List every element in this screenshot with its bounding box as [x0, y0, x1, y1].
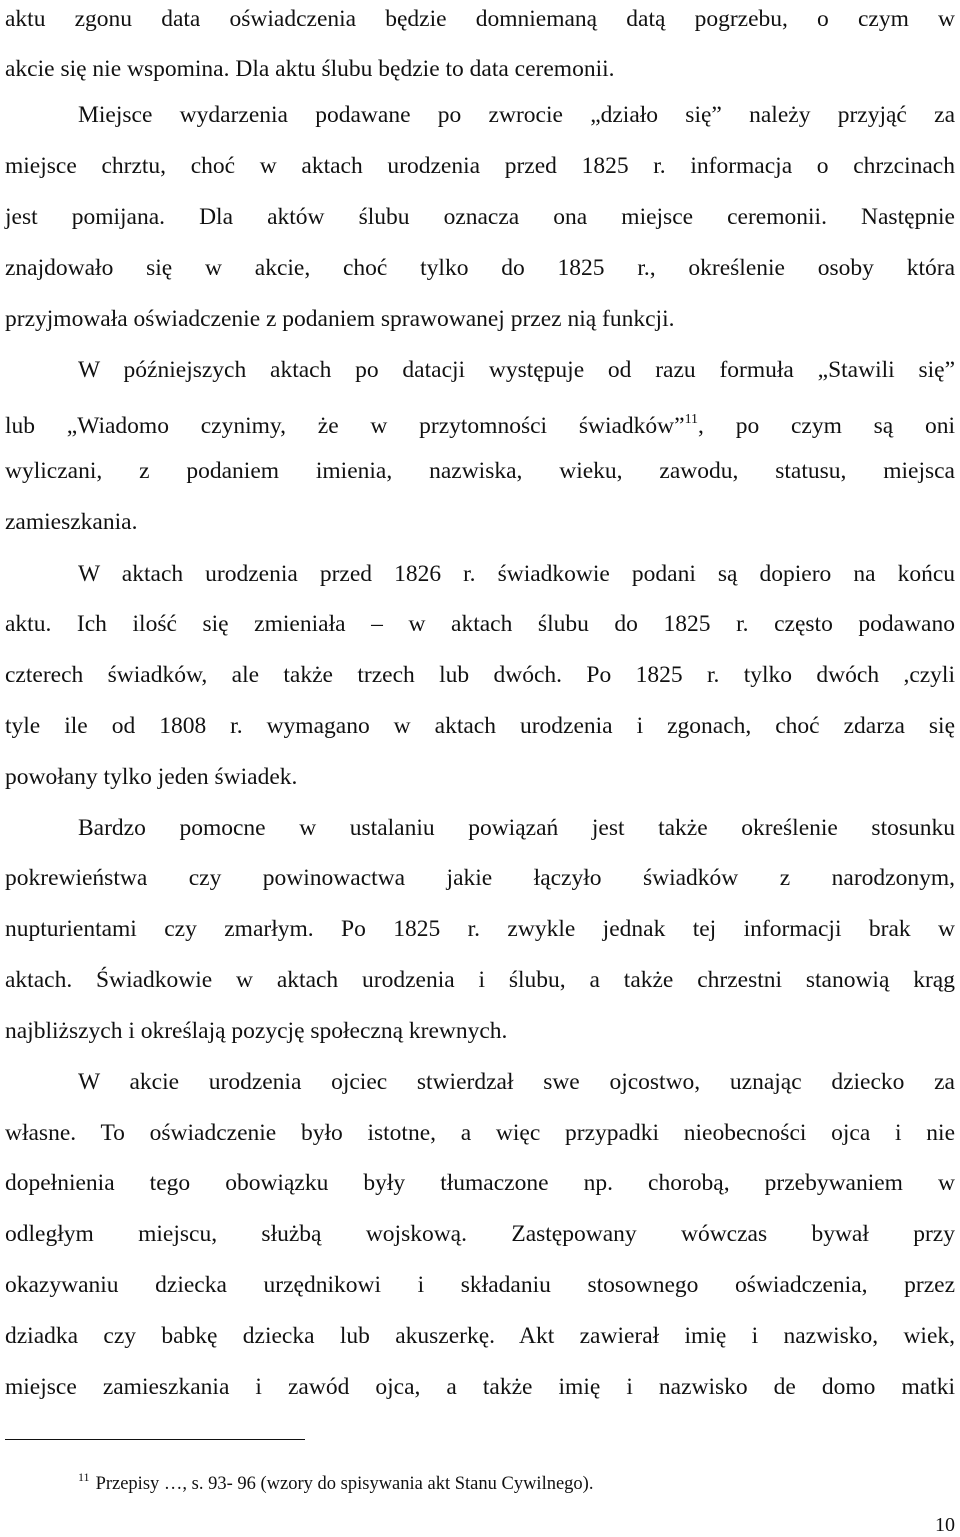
footnote-text: Przepisy …, s. 93- 96 (wzory do spisywania akt Stanu Cywilnego).: [95, 1474, 594, 1494]
footnote: [78, 1466, 593, 1495]
text-line: aktu. Ich ilość się zmieniała – w aktach ślubu do 1825 r. często podawano: [5, 611, 955, 637]
text-line-content: lub „Wiadomo czynimy, że w przytomności świadków”: [5, 413, 685, 439]
text-line: powołany tylko jeden świadek.: [5, 764, 298, 790]
text-line-content: Miejsce wydarzenia podawane po zwrocie „działo się” należy przyjąć za: [78, 102, 955, 128]
text-line-tail: , po czym są oni: [698, 413, 955, 439]
footnote-reference: 11: [684, 412, 699, 427]
text-line: [5, 560, 955, 588]
document-page: [5, 0, 955, 1537]
footnote-separator: [5, 1439, 305, 1440]
text-line: akcie się nie wspomina. Dla aktu ślubu będzie to data ceremonii.: [5, 56, 615, 82]
text-line: nupturientami czy zmarłym. Po 1825 r. zwykle jednak tej informacji brak w: [5, 916, 955, 942]
text-line: okazywaniu dziecka urzędnikowi i składaniu stosownego oświadczenia, przez: [5, 1272, 955, 1298]
text-line: wyliczani, z podaniem imienia, nazwiska, wieku, zawodu, statusu, miejsca: [5, 458, 955, 484]
text-line: najbliższych i określają pozycję społeczną krewnych.: [5, 1018, 508, 1044]
text-line: jest pomijana. Dla aktów ślubu oznacza ona miejsce ceremonii. Następnie: [5, 204, 955, 230]
text-line: [5, 101, 955, 129]
text-line: miejsce chrztu, choć w aktach urodzenia przed 1825 r. informacja o chrzcinach: [5, 153, 955, 179]
text-line: dopełnienia tego obowiązku były tłumaczone np. chorobą, przebywaniem w: [5, 1170, 955, 1196]
text-line: [5, 814, 955, 842]
text-line: [5, 406, 955, 440]
text-line: aktu zgonu data oświadczenia będzie domniemaną datą pogrzebu, o czym w: [5, 6, 955, 32]
text-line: czterech świadków, ale także trzech lub dwóch. Po 1825 r. tylko dwóch ,czyli: [5, 662, 955, 688]
text-line: miejsce zamieszkania i zawód ojca, a także imię i nazwisko de domo matki: [5, 1374, 955, 1400]
text-line-content: Bardzo pomocne w ustalaniu powiązań jest także określenie stosunku: [78, 815, 955, 841]
text-line: znajdowało się w akcie, choć tylko do 1825 r., określenie osoby która: [5, 255, 955, 281]
text-line: dziadka czy babkę dziecka lub akuszerkę. Akt zawierał imię i nazwisko, wiek,: [5, 1323, 955, 1349]
text-line: odległym miejscu, służbą wojskową. Zastępowany wówczas bywał przy: [5, 1221, 955, 1247]
footnote-number: 11: [78, 1470, 90, 1484]
text-line: przyjmowała oświadczenie z podaniem sprawowanej przez nią funkcji.: [5, 306, 675, 332]
text-line: [5, 1068, 955, 1096]
text-line: aktach. Świadkowie w aktach urodzenia i ślubu, a także chrzestni stanowią krąg: [5, 967, 955, 993]
text-line-content: W aktach urodzenia przed 1826 r. świadkowie podani są dopiero na końcu: [78, 561, 955, 587]
text-line-content: W akcie urodzenia ojciec stwierdzał swe ojcostwo, uznając dziecko za: [78, 1069, 955, 1095]
text-line: [5, 356, 955, 384]
text-line: własne. To oświadczenie było istotne, a więc przypadki nieobecności ojca i nie: [5, 1120, 955, 1146]
text-line: tyle ile od 1808 r. wymagano w aktach urodzenia i zgonach, choć zdarza się: [5, 713, 955, 739]
text-line: zamieszkania.: [5, 509, 138, 535]
text-line-content: W późniejszych aktach po datacji występuje od razu formuła „Stawili się”: [78, 357, 955, 383]
page-number: 10: [935, 1514, 955, 1536]
text-line: pokrewieństwa czy powinowactwa jakie łączyło świadków z narodzonym,: [5, 865, 955, 891]
